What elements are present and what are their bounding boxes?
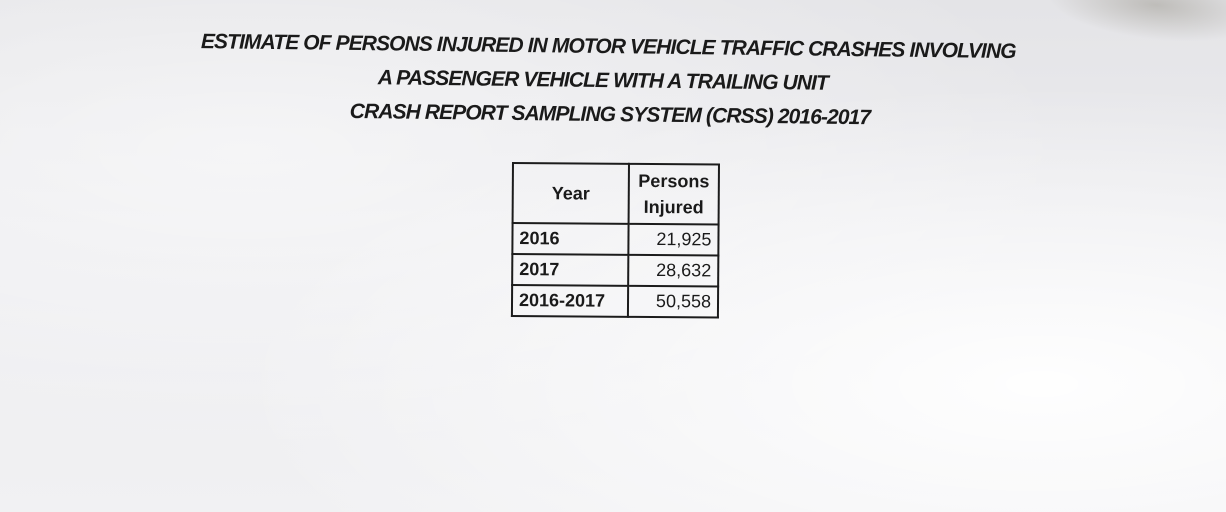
injured-cell: 50,558 (628, 286, 718, 318)
injured-cell: 21,925 (628, 224, 718, 256)
table-header-row (513, 163, 719, 224)
injured-cell: 28,632 (628, 255, 718, 287)
title-line-1: ESTIMATE OF PERSONS INJURED IN MOTOR VEHICLE TRAFFIC CRASHES INVOLVING (200, 30, 1016, 64)
header-persons-injured (629, 164, 719, 225)
header-persons-line2: Injured (643, 196, 704, 218)
year-cell: 2017 (512, 254, 628, 286)
header-year: Year (513, 163, 629, 224)
year-cell: 2016-2017 (512, 285, 628, 317)
header-persons-line1: Persons (638, 170, 710, 192)
year-cell: 2016 (512, 223, 628, 255)
title-line-3: CRASH REPORT SAMPLING SYSTEM (CRSS) 2016-2017 (349, 99, 871, 130)
injury-table (511, 162, 720, 318)
table-row (512, 223, 718, 255)
table-row (512, 254, 718, 286)
title-line-2: A PASSENGER VEHICLE WITH A TRAILING UNIT (377, 66, 829, 95)
document-title (0, 23, 1226, 140)
table-row (512, 285, 718, 317)
